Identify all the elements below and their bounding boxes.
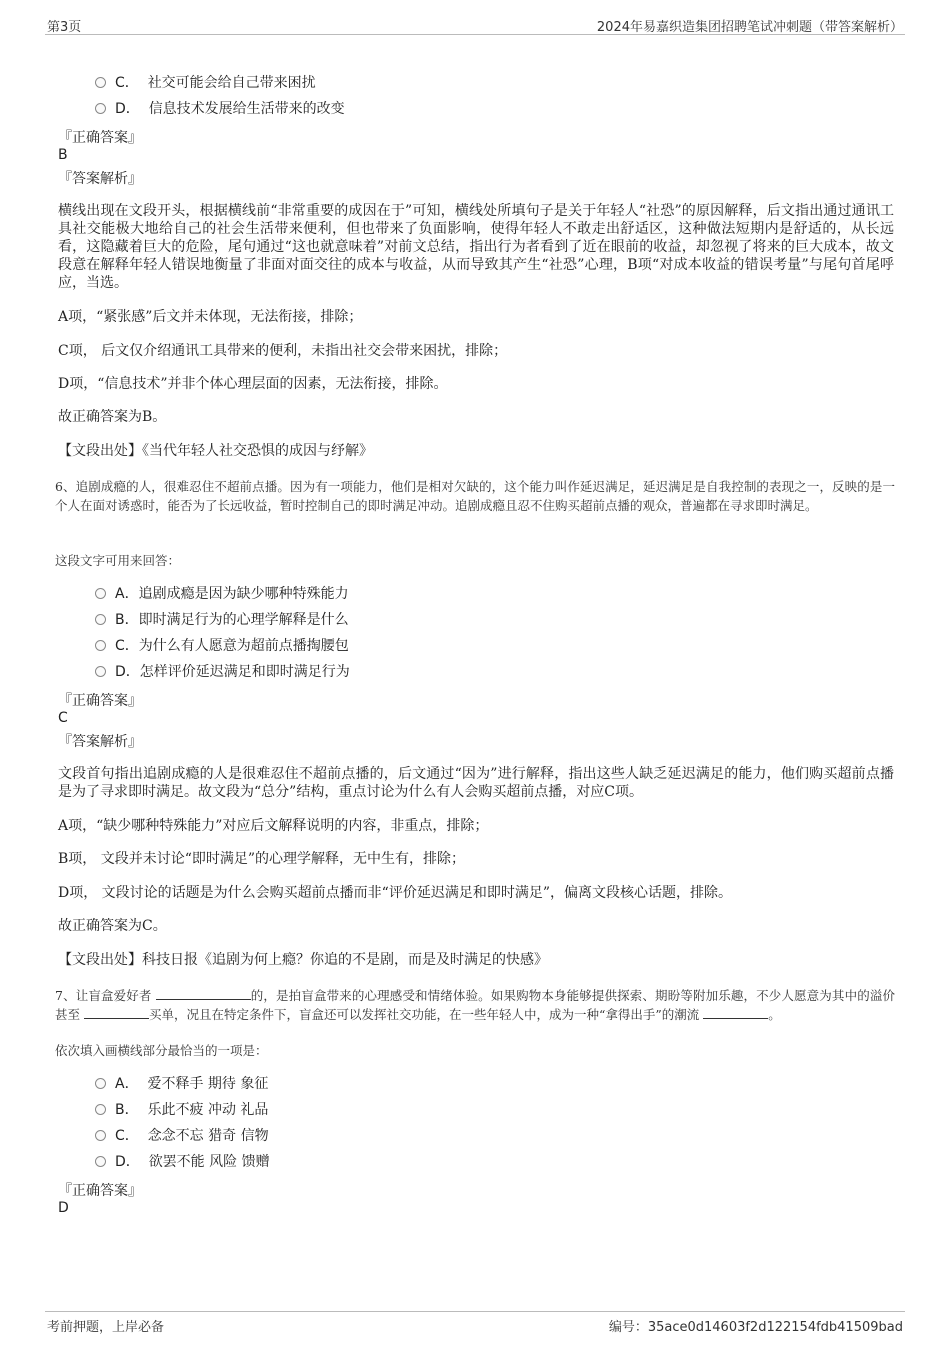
q6-option-c[interactable]: C．为什么有人愿意为超前点播掏腰包 <box>95 636 349 656</box>
source-citation: 【文段出处】科技日报《追剧为何上瘾？你追的不是剧，而是及时满足的快感》 <box>58 952 548 968</box>
answer-tag: 『正确答案』 <box>58 130 142 146</box>
radio-icon[interactable] <box>95 640 106 651</box>
fill-blank-3[interactable] <box>703 1006 768 1019</box>
analysis-point-c: C项， 后文仅介绍通讯工具带来的便利，未指出社交会带来困扰，排除； <box>58 343 508 359</box>
analysis-point-d: D项，“信息技术”并非个体心理层面的因素，无法衔接，排除。 <box>58 376 448 392</box>
footer-slogan: 考前押题，上岸必备 <box>47 1320 165 1335</box>
document-title: 2024年易嘉织造集团招聘笔试冲刺题（带答案解析） <box>596 20 903 35</box>
analysis-point-b: B项， 文段并未讨论“即时满足”的心理学解释，无中生有，排除； <box>58 851 466 867</box>
analysis-point-a: A项，“缺少哪种特殊能力”对应后文解释说明的内容，非重点，排除； <box>58 818 489 834</box>
q6-option-b[interactable]: B．即时满足行为的心理学解释是什么 <box>95 610 349 630</box>
radio-icon[interactable] <box>95 614 106 625</box>
analysis-text: 横线出现在文段开头，根据横线前“非常重要的成因在于”可知，横线处所填句子是关于年轻人“社恐”的原因解释，后文指出通过通讯工具社交能极大地给自己的社会生活带来便利，但也带来了负面影响，使得年轻人不敢走出舒适区，这种做法短期内是舒适的，从长远看，这隐藏着巨大的危险，尾句通过“这也就意味着”对前文总结，指出行为者看到了近在眼前的收益，却忽视了将来的巨大成本，故文段意在解释年轻人错误地衡量了非面对面交往的成本与收益，从而导致其产生“社恐”心理，B项“对成本收益的错误考量”与尾句首尾呼应，当选。 <box>58 203 894 291</box>
question-7-text: 7、让盲盒爱好者 的，是拍盲盒带来的心理感受和情绪体验。如果购物本身能够提供探索、期盼等附加乐趣，不少人愿意为其中的溢价甚至 买单，况且在特定条件下，盲盒还可以发挥社交功能，在一些年轻人中，成为一种“拿得出手”的潮流 。 <box>55 988 895 1022</box>
radio-icon[interactable] <box>95 103 106 114</box>
fill-blank-2[interactable] <box>84 1006 149 1019</box>
fill-blank-1[interactable] <box>156 987 251 1000</box>
q6-option-d[interactable]: D．怎样评价延迟满足和即时满足行为 <box>95 662 350 682</box>
radio-icon[interactable] <box>95 1078 106 1089</box>
radio-icon[interactable] <box>95 666 106 677</box>
question-6-prompt: 这段文字可用来回答： <box>55 553 181 568</box>
q7-option-d[interactable]: D． 欲罢不能 风险 馈赠 <box>95 1152 270 1172</box>
answer-tag: 『正确答案』 <box>58 1183 142 1199</box>
correct-answer: D <box>58 1200 69 1216</box>
question-6-text: 6、追剧成瘾的人，很难忍住不超前点播。因为有一项能力，他们是相对欠缺的，这个能力叫作延迟满足，延迟满足是自我控制的表现之一，反映的是一个人在面对诱惑时，能否为了长远收益，暂时控制自己的即时满足冲动。追剧成瘾且忍不住购买超前点播的观众，普遍都在寻求即时满足。 <box>55 479 895 513</box>
correct-answer: B <box>58 147 68 163</box>
analysis-tag: 『答案解析』 <box>58 734 142 750</box>
q7-option-b[interactable]: B． 乐此不疲 冲动 礼品 <box>95 1100 268 1120</box>
page-footer <box>45 1311 905 1336</box>
q7-option-a[interactable]: A． 爱不释手 期待 象征 <box>95 1074 268 1094</box>
analysis-point-d: D项， 文段讨论的话题是为什么会购买超前点播而非“评价延迟满足和即时满足”，偏离文段核心话题，排除。 <box>58 885 732 901</box>
radio-icon[interactable] <box>95 1104 106 1115</box>
radio-icon[interactable] <box>95 77 106 88</box>
analysis-conclusion: 故正确答案为C。 <box>58 918 167 934</box>
q7-option-c[interactable]: C． 念念不忘 猎奇 信物 <box>95 1126 269 1146</box>
source-citation: 【文段出处】《当代年轻人社交恐惧的成因与纾解》 <box>58 443 373 459</box>
analysis-text: 文段首句指出追剧成瘾的人是很难忍住不超前点播的，后文通过“因为”进行解释，指出这些人缺乏延迟满足的能力，他们购买超前点播是为了寻求即时满足。故文段为“总分”结构，重点讨论为什么有人会购买超前点播，对应C项。 <box>58 766 894 800</box>
q5-option-c[interactable]: C． 社交可能会给自己带来困扰 <box>95 73 316 93</box>
answer-tag: 『正确答案』 <box>58 693 142 709</box>
page-number: 第3页 <box>47 20 82 35</box>
question-7-prompt: 依次填入画横线部分最恰当的一项是： <box>55 1043 268 1058</box>
analysis-tag: 『答案解析』 <box>58 171 142 187</box>
correct-answer: C <box>58 710 68 726</box>
analysis-conclusion: 故正确答案为B。 <box>58 409 167 425</box>
q5-option-d[interactable]: D． 信息技术发展给生活带来的改变 <box>95 99 345 119</box>
document-code: 编号：35ace0d14603f2d122154fdb41509bad <box>608 1320 903 1335</box>
q6-option-a[interactable]: A．追剧成瘾是因为缺少哪种特殊能力 <box>95 584 349 604</box>
analysis-point-a: A项，“紧张感”后文并未体现，无法衔接，排除； <box>58 309 363 325</box>
radio-icon[interactable] <box>95 588 106 599</box>
radio-icon[interactable] <box>95 1130 106 1141</box>
radio-icon[interactable] <box>95 1156 106 1167</box>
page-header <box>45 14 905 35</box>
